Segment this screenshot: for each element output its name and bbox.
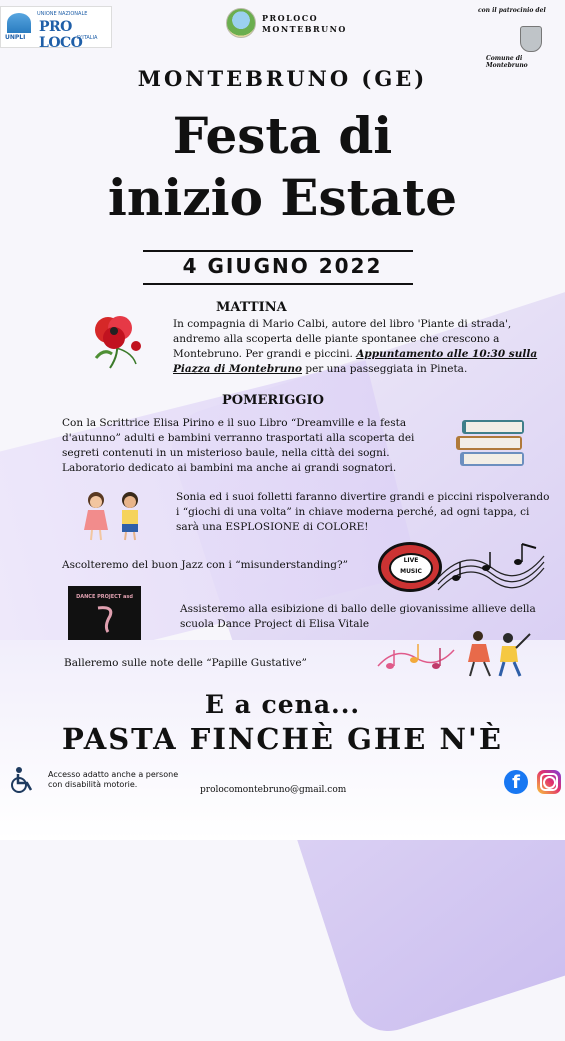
event-date: 4 GIUGNO 2022 <box>182 254 383 278</box>
instagram-icon[interactable] <box>537 770 561 794</box>
live-music-label <box>389 553 433 583</box>
pomeriggio-heading: POMERIGGIO <box>222 393 324 408</box>
music-label: MUSIC <box>400 568 422 575</box>
unpli-proloco-logo <box>0 6 112 51</box>
dance-project-logo <box>68 586 141 640</box>
mattina-heading: MATTINA <box>216 300 287 315</box>
pm-logo-line1: PROLOCO <box>262 13 319 23</box>
books-icon <box>452 406 532 470</box>
title-line-2: inizio Estate <box>107 168 458 227</box>
date-rule-top <box>143 250 413 252</box>
comune-label: Comune di Montebruno <box>486 55 528 69</box>
title-line-1: Festa di <box>172 106 393 165</box>
unpli-label: UNPLI <box>5 34 26 41</box>
mattina-appointment: Appuntamento alle 10:30 sulla Piazza di Montebruno <box>173 348 538 375</box>
children-icon <box>78 488 150 542</box>
dinner-line: E a cena... <box>204 690 361 719</box>
pomeriggio-p2: Sonia ed i suoi folletti faranno divertire grandi e piccini rispolverando i “giochi di una volta” in chiave moderna perché, ad ogni tappa, ci sarà una ESPLOSIONE di COLORE! <box>176 491 550 533</box>
pomeriggio-p3: Ascolteremo del buon Jazz con i “misunderstanding?” <box>62 559 348 571</box>
pasta-line: PASTA FINCHÈ GHE N'È <box>62 722 503 756</box>
mattina-body: In compagnia di Mario Calbi, autore del libro 'Piante di strada', andremo alla scoperta delle piante spontanee che crescono a Montebruno. Per grandi e piccini. <box>173 318 512 360</box>
patrocinio-label: con il patrocinio del <box>478 7 546 14</box>
dance-project-label: DANCE PROJECT asd <box>76 594 133 600</box>
contact-email[interactable]: prolocomontebruno@gmail.com <box>200 785 347 795</box>
dancers-icon <box>464 628 534 680</box>
music-notes-icon <box>436 538 546 594</box>
pomeriggio-p4: Assisteremo alla esibizione di ballo delle giovanissime allieve della scuola Dance Project di Elisa Vitale <box>180 603 536 630</box>
proloco-label: PRO LOCO <box>39 19 83 51</box>
mattina-text <box>173 317 553 377</box>
date-rule-bottom <box>143 283 413 285</box>
unpli-mark-icon <box>7 13 31 33</box>
dance-swirl-icon <box>92 604 118 634</box>
live-music-drum-icon <box>378 542 442 592</box>
accessibility-note: Accesso adatto anche a persone con disabilità motorie. <box>48 770 179 789</box>
pomeriggio-p1: Con la Scrittrice Elisa Pirino e il suo Libro “Dreamville e la festa d'autunno” adulti e bambini verranno trasportati alla scoperta dei segreti contenuti in un misterioso baule, nella città dei sogni. Laboratorio dedicato ai bambini ma anche ai grandi sognatori. <box>62 417 415 474</box>
facebook-icon[interactable]: f <box>504 770 528 794</box>
pomeriggio-p5: Balleremo sulle note delle “Papille Gustative” <box>64 657 307 669</box>
italia-label: D'ITALIA <box>77 35 98 41</box>
town-heading: MONTEBRUNO (GE) <box>137 66 428 91</box>
poppy-icon <box>86 308 146 370</box>
comune-crest-icon <box>520 26 542 52</box>
live-label: LIVE <box>403 557 419 564</box>
colorful-notes-icon <box>376 636 456 680</box>
mattina-body-end: per una passeggiata in Pineta. <box>305 363 468 375</box>
unione-label: UNIONE NAZIONALE <box>37 11 88 17</box>
wheelchair-icon <box>8 766 38 794</box>
proloco-montebruno-logo-icon <box>226 8 256 38</box>
pm-logo-line2: MONTEBRUNO <box>262 24 347 34</box>
